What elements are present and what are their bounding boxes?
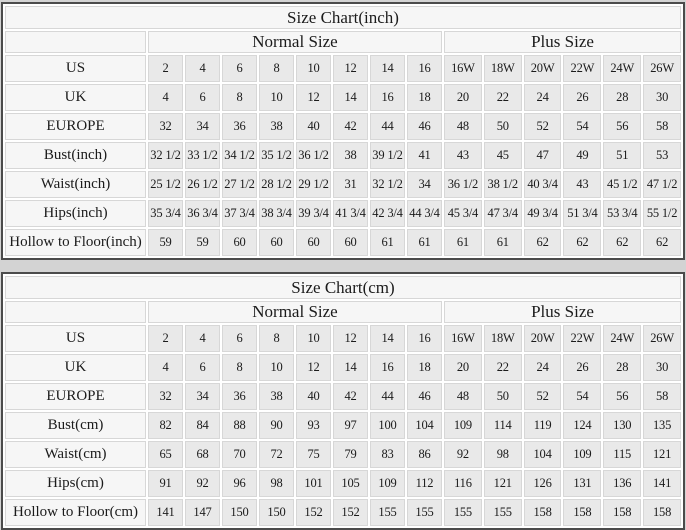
size-value-cell: 25 1/2 bbox=[148, 171, 183, 198]
size-value-cell: 53 3/4 bbox=[603, 200, 641, 227]
size-value-cell: 4 bbox=[185, 55, 220, 82]
size-chart-cm-table bbox=[1, 272, 685, 530]
table-row bbox=[5, 383, 681, 410]
size-value-cell: 26 1/2 bbox=[185, 171, 220, 198]
size-value-cell: 24W bbox=[603, 325, 641, 352]
row-label: Hollow to Floor(inch) bbox=[5, 229, 146, 256]
size-value-cell: 20 bbox=[444, 354, 482, 381]
table-row bbox=[5, 229, 681, 256]
size-value-cell: 45 3/4 bbox=[444, 200, 482, 227]
size-value-cell: 100 bbox=[370, 412, 405, 439]
size-value-cell: 59 bbox=[185, 229, 220, 256]
size-value-cell: 33 1/2 bbox=[185, 142, 220, 169]
table-row bbox=[5, 113, 681, 140]
size-value-cell: 61 bbox=[407, 229, 442, 256]
corner-cell bbox=[5, 31, 146, 53]
size-value-cell: 6 bbox=[185, 84, 220, 111]
size-value-cell: 65 bbox=[148, 441, 183, 468]
size-value-cell: 22 bbox=[484, 354, 522, 381]
table-title: Size Chart(inch) bbox=[5, 6, 681, 29]
size-value-cell: 47 3/4 bbox=[484, 200, 522, 227]
size-value-cell: 16 bbox=[407, 55, 442, 82]
size-value-cell: 119 bbox=[524, 412, 562, 439]
size-value-cell: 92 bbox=[185, 470, 220, 497]
size-value-cell: 43 bbox=[563, 171, 601, 198]
size-value-cell: 14 bbox=[370, 55, 405, 82]
size-value-cell: 26 bbox=[563, 354, 601, 381]
size-value-cell: 10 bbox=[259, 84, 294, 111]
size-value-cell: 155 bbox=[444, 499, 482, 526]
size-value-cell: 10 bbox=[296, 55, 331, 82]
table-row bbox=[5, 55, 681, 82]
size-value-cell: 24 bbox=[524, 84, 562, 111]
size-value-cell: 40 3/4 bbox=[524, 171, 562, 198]
size-value-cell: 101 bbox=[296, 470, 331, 497]
size-value-cell: 97 bbox=[333, 412, 368, 439]
group-header-normal-size: Normal Size bbox=[148, 31, 442, 53]
size-value-cell: 61 bbox=[370, 229, 405, 256]
size-value-cell: 4 bbox=[185, 325, 220, 352]
size-value-cell: 2 bbox=[148, 55, 183, 82]
size-value-cell: 47 bbox=[524, 142, 562, 169]
size-value-cell: 37 3/4 bbox=[222, 200, 257, 227]
size-value-cell: 8 bbox=[222, 354, 257, 381]
size-value-cell: 26 bbox=[563, 84, 601, 111]
size-value-cell: 112 bbox=[407, 470, 442, 497]
size-value-cell: 135 bbox=[643, 412, 681, 439]
size-value-cell: 6 bbox=[222, 325, 257, 352]
size-value-cell: 50 bbox=[484, 383, 522, 410]
size-value-cell: 126 bbox=[524, 470, 562, 497]
size-value-cell: 26W bbox=[643, 325, 681, 352]
size-value-cell: 90 bbox=[259, 412, 294, 439]
size-value-cell: 55 1/2 bbox=[643, 200, 681, 227]
size-value-cell: 92 bbox=[444, 441, 482, 468]
size-value-cell: 104 bbox=[407, 412, 442, 439]
row-label: EUROPE bbox=[5, 113, 146, 140]
size-value-cell: 27 1/2 bbox=[222, 171, 257, 198]
table-gap bbox=[1, 260, 685, 272]
size-value-cell: 59 bbox=[148, 229, 183, 256]
size-value-cell: 158 bbox=[603, 499, 641, 526]
size-value-cell: 46 bbox=[407, 113, 442, 140]
size-value-cell: 51 bbox=[603, 142, 641, 169]
size-value-cell: 24 bbox=[524, 354, 562, 381]
row-label: UK bbox=[5, 354, 146, 381]
size-value-cell: 34 bbox=[185, 113, 220, 140]
size-value-cell: 28 bbox=[603, 84, 641, 111]
row-label: EUROPE bbox=[5, 383, 146, 410]
size-value-cell: 26W bbox=[643, 55, 681, 82]
size-value-cell: 155 bbox=[370, 499, 405, 526]
size-value-cell: 115 bbox=[603, 441, 641, 468]
size-value-cell: 14 bbox=[333, 354, 368, 381]
size-value-cell: 42 bbox=[333, 383, 368, 410]
size-value-cell: 18 bbox=[407, 84, 442, 111]
size-value-cell: 130 bbox=[603, 412, 641, 439]
size-value-cell: 38 bbox=[259, 383, 294, 410]
size-value-cell: 44 bbox=[370, 113, 405, 140]
size-value-cell: 62 bbox=[563, 229, 601, 256]
size-value-cell: 60 bbox=[259, 229, 294, 256]
size-value-cell: 116 bbox=[444, 470, 482, 497]
size-value-cell: 18W bbox=[484, 325, 522, 352]
size-value-cell: 98 bbox=[259, 470, 294, 497]
size-value-cell: 8 bbox=[259, 55, 294, 82]
size-value-cell: 36 1/2 bbox=[296, 142, 331, 169]
size-value-cell: 52 bbox=[524, 383, 562, 410]
size-value-cell: 88 bbox=[222, 412, 257, 439]
size-value-cell: 98 bbox=[484, 441, 522, 468]
size-value-cell: 39 1/2 bbox=[370, 142, 405, 169]
size-value-cell: 31 bbox=[333, 171, 368, 198]
size-value-cell: 22 bbox=[484, 84, 522, 111]
size-value-cell: 36 1/2 bbox=[444, 171, 482, 198]
size-value-cell: 61 bbox=[484, 229, 522, 256]
size-value-cell: 12 bbox=[333, 55, 368, 82]
size-value-cell: 16W bbox=[444, 325, 482, 352]
size-value-cell: 141 bbox=[643, 470, 681, 497]
size-value-cell: 109 bbox=[563, 441, 601, 468]
size-value-cell: 72 bbox=[259, 441, 294, 468]
size-value-cell: 35 3/4 bbox=[148, 200, 183, 227]
size-value-cell: 40 bbox=[296, 383, 331, 410]
size-value-cell: 56 bbox=[603, 113, 641, 140]
size-value-cell: 2 bbox=[148, 325, 183, 352]
table-title-row bbox=[5, 276, 681, 299]
size-chart-inch-table bbox=[1, 2, 685, 260]
table-title: Size Chart(cm) bbox=[5, 276, 681, 299]
row-label: Hips(cm) bbox=[5, 470, 146, 497]
size-value-cell: 105 bbox=[333, 470, 368, 497]
row-label: US bbox=[5, 325, 146, 352]
size-value-cell: 61 bbox=[444, 229, 482, 256]
size-value-cell: 124 bbox=[563, 412, 601, 439]
size-value-cell: 47 1/2 bbox=[643, 171, 681, 198]
table-row bbox=[5, 354, 681, 381]
size-value-cell: 82 bbox=[148, 412, 183, 439]
size-value-cell: 18 bbox=[407, 354, 442, 381]
size-value-cell: 147 bbox=[185, 499, 220, 526]
size-value-cell: 68 bbox=[185, 441, 220, 468]
size-value-cell: 121 bbox=[484, 470, 522, 497]
size-value-cell: 16 bbox=[407, 325, 442, 352]
size-value-cell: 49 bbox=[563, 142, 601, 169]
size-value-cell: 51 3/4 bbox=[563, 200, 601, 227]
size-value-cell: 86 bbox=[407, 441, 442, 468]
size-value-cell: 75 bbox=[296, 441, 331, 468]
size-value-cell: 36 bbox=[222, 113, 257, 140]
table-row bbox=[5, 412, 681, 439]
size-value-cell: 49 3/4 bbox=[524, 200, 562, 227]
size-value-cell: 34 1/2 bbox=[222, 142, 257, 169]
size-value-cell: 36 bbox=[222, 383, 257, 410]
row-label: Bust(cm) bbox=[5, 412, 146, 439]
size-value-cell: 34 bbox=[407, 171, 442, 198]
size-value-cell: 20W bbox=[524, 325, 562, 352]
size-value-cell: 62 bbox=[643, 229, 681, 256]
size-value-cell: 41 bbox=[407, 142, 442, 169]
size-value-cell: 16W bbox=[444, 55, 482, 82]
size-value-cell: 79 bbox=[333, 441, 368, 468]
size-value-cell: 155 bbox=[484, 499, 522, 526]
size-value-cell: 32 1/2 bbox=[148, 142, 183, 169]
size-value-cell: 131 bbox=[563, 470, 601, 497]
table-row bbox=[5, 325, 681, 352]
size-value-cell: 38 bbox=[259, 113, 294, 140]
table-row bbox=[5, 84, 681, 111]
size-value-cell: 150 bbox=[259, 499, 294, 526]
size-value-cell: 12 bbox=[296, 354, 331, 381]
size-value-cell: 152 bbox=[296, 499, 331, 526]
size-value-cell: 32 bbox=[148, 113, 183, 140]
table-row bbox=[5, 142, 681, 169]
table-row bbox=[5, 171, 681, 198]
size-value-cell: 62 bbox=[603, 229, 641, 256]
size-value-cell: 141 bbox=[148, 499, 183, 526]
size-value-cell: 109 bbox=[370, 470, 405, 497]
size-value-cell: 38 bbox=[333, 142, 368, 169]
size-value-cell: 20 bbox=[444, 84, 482, 111]
size-value-cell: 22W bbox=[563, 55, 601, 82]
size-value-cell: 45 1/2 bbox=[603, 171, 641, 198]
size-value-cell: 60 bbox=[222, 229, 257, 256]
size-value-cell: 28 bbox=[603, 354, 641, 381]
row-label: Bust(inch) bbox=[5, 142, 146, 169]
size-value-cell: 12 bbox=[333, 325, 368, 352]
size-value-cell: 54 bbox=[563, 383, 601, 410]
row-label: Hips(inch) bbox=[5, 200, 146, 227]
size-value-cell: 152 bbox=[333, 499, 368, 526]
size-value-cell: 44 3/4 bbox=[407, 200, 442, 227]
size-value-cell: 56 bbox=[603, 383, 641, 410]
size-value-cell: 41 3/4 bbox=[333, 200, 368, 227]
size-value-cell: 136 bbox=[603, 470, 641, 497]
size-value-cell: 91 bbox=[148, 470, 183, 497]
table-title-row bbox=[5, 6, 681, 29]
table-row bbox=[5, 470, 681, 497]
size-value-cell: 16 bbox=[370, 84, 405, 111]
row-label: Waist(cm) bbox=[5, 441, 146, 468]
size-value-cell: 60 bbox=[333, 229, 368, 256]
size-value-cell: 83 bbox=[370, 441, 405, 468]
size-value-cell: 158 bbox=[563, 499, 601, 526]
size-value-cell: 18W bbox=[484, 55, 522, 82]
size-value-cell: 38 1/2 bbox=[484, 171, 522, 198]
size-value-cell: 150 bbox=[222, 499, 257, 526]
row-label: Hollow to Floor(cm) bbox=[5, 499, 146, 526]
size-value-cell: 34 bbox=[185, 383, 220, 410]
size-value-cell: 62 bbox=[524, 229, 562, 256]
size-value-cell: 44 bbox=[370, 383, 405, 410]
size-value-cell: 96 bbox=[222, 470, 257, 497]
size-value-cell: 14 bbox=[370, 325, 405, 352]
size-value-cell: 32 1/2 bbox=[370, 171, 405, 198]
size-value-cell: 20W bbox=[524, 55, 562, 82]
size-value-cell: 42 3/4 bbox=[370, 200, 405, 227]
size-value-cell: 10 bbox=[296, 325, 331, 352]
size-value-cell: 8 bbox=[259, 325, 294, 352]
size-value-cell: 36 3/4 bbox=[185, 200, 220, 227]
table-row bbox=[5, 441, 681, 468]
size-value-cell: 114 bbox=[484, 412, 522, 439]
size-value-cell: 54 bbox=[563, 113, 601, 140]
size-value-cell: 28 1/2 bbox=[259, 171, 294, 198]
size-value-cell: 155 bbox=[407, 499, 442, 526]
size-value-cell: 104 bbox=[524, 441, 562, 468]
size-value-cell: 121 bbox=[643, 441, 681, 468]
size-value-cell: 58 bbox=[643, 383, 681, 410]
group-header-plus-size: Plus Size bbox=[444, 31, 681, 53]
size-value-cell: 109 bbox=[444, 412, 482, 439]
size-value-cell: 60 bbox=[296, 229, 331, 256]
size-value-cell: 52 bbox=[524, 113, 562, 140]
size-value-cell: 35 1/2 bbox=[259, 142, 294, 169]
row-label: Waist(inch) bbox=[5, 171, 146, 198]
size-value-cell: 22W bbox=[563, 325, 601, 352]
group-header-normal-size: Normal Size bbox=[148, 301, 442, 323]
size-value-cell: 10 bbox=[259, 354, 294, 381]
size-value-cell: 39 3/4 bbox=[296, 200, 331, 227]
size-value-cell: 12 bbox=[296, 84, 331, 111]
size-value-cell: 4 bbox=[148, 84, 183, 111]
group-header-row bbox=[5, 301, 681, 323]
size-value-cell: 158 bbox=[643, 499, 681, 526]
size-value-cell: 16 bbox=[370, 354, 405, 381]
size-value-cell: 6 bbox=[185, 354, 220, 381]
size-value-cell: 4 bbox=[148, 354, 183, 381]
size-value-cell: 32 bbox=[148, 383, 183, 410]
size-value-cell: 46 bbox=[407, 383, 442, 410]
size-value-cell: 29 1/2 bbox=[296, 171, 331, 198]
size-value-cell: 30 bbox=[643, 84, 681, 111]
size-value-cell: 14 bbox=[333, 84, 368, 111]
size-value-cell: 158 bbox=[524, 499, 562, 526]
size-value-cell: 40 bbox=[296, 113, 331, 140]
size-value-cell: 8 bbox=[222, 84, 257, 111]
size-value-cell: 84 bbox=[185, 412, 220, 439]
row-label: UK bbox=[5, 84, 146, 111]
table-row bbox=[5, 499, 681, 526]
size-value-cell: 93 bbox=[296, 412, 331, 439]
size-value-cell: 43 bbox=[444, 142, 482, 169]
size-value-cell: 38 3/4 bbox=[259, 200, 294, 227]
corner-cell bbox=[5, 301, 146, 323]
size-value-cell: 6 bbox=[222, 55, 257, 82]
size-value-cell: 70 bbox=[222, 441, 257, 468]
size-value-cell: 24W bbox=[603, 55, 641, 82]
size-value-cell: 42 bbox=[333, 113, 368, 140]
size-value-cell: 53 bbox=[643, 142, 681, 169]
size-value-cell: 45 bbox=[484, 142, 522, 169]
table-row bbox=[5, 200, 681, 227]
size-value-cell: 50 bbox=[484, 113, 522, 140]
size-value-cell: 58 bbox=[643, 113, 681, 140]
group-header-row bbox=[5, 31, 681, 53]
row-label: US bbox=[5, 55, 146, 82]
group-header-plus-size: Plus Size bbox=[444, 301, 681, 323]
size-value-cell: 30 bbox=[643, 354, 681, 381]
size-value-cell: 48 bbox=[444, 383, 482, 410]
size-value-cell: 48 bbox=[444, 113, 482, 140]
